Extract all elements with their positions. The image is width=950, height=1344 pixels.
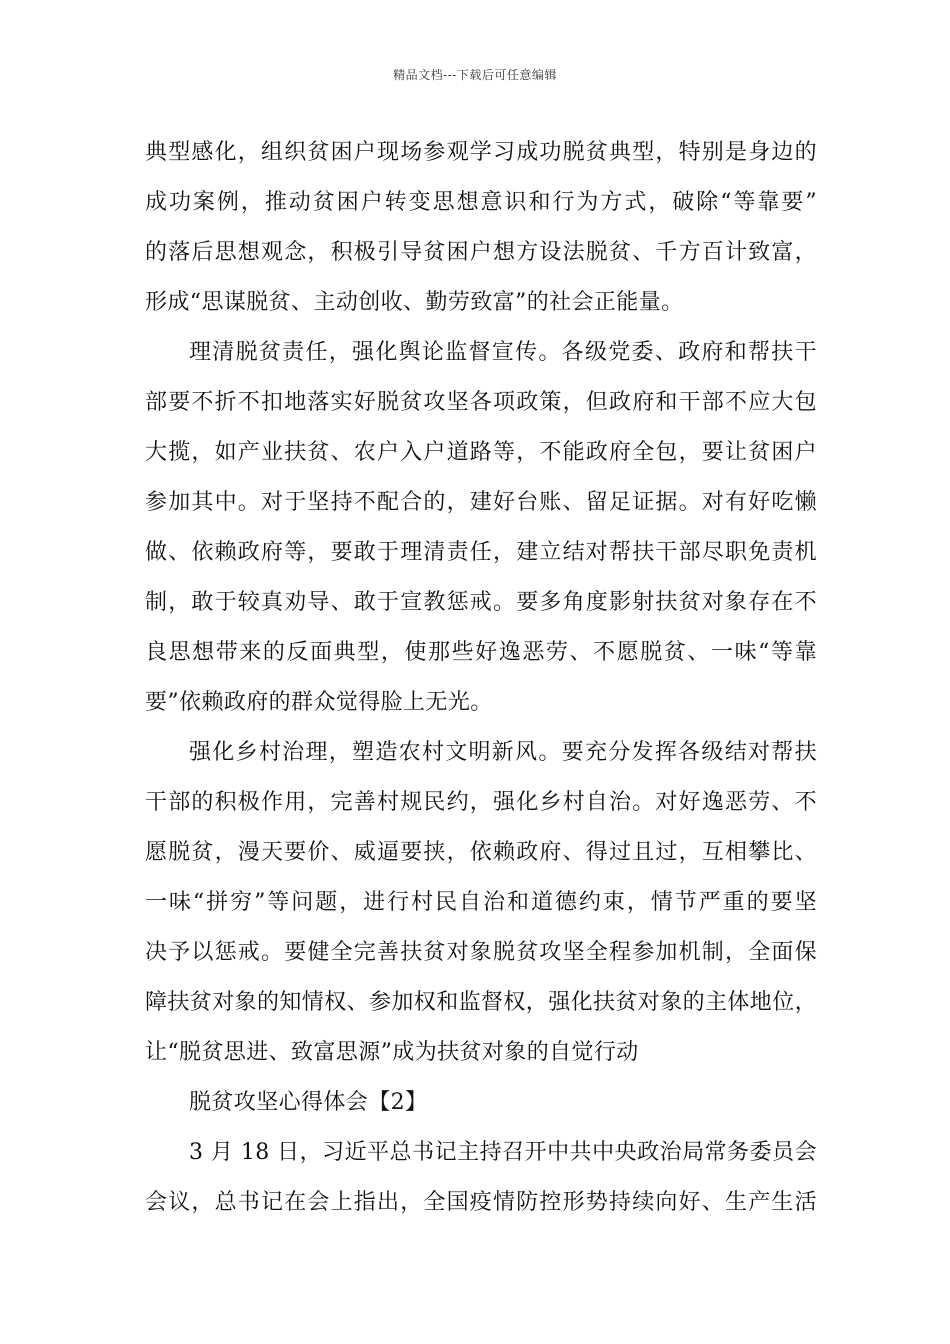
text-line: 干部的积极作用，完善村规民约，强化乡村自治。对好逸恶劳、不 [145,790,817,815]
paragraph-start-line: 强化乡村治理，塑造农村文明新风。要充分发挥各级结对帮扶 [189,740,817,765]
page-header: 精品文档---下载后可任意编辑 [393,68,557,82]
paragraph-start-line: 3 月 18 日，习近平总书记主持召开中共中央政治局常务委员会 [189,1140,817,1165]
text-line: 会议，总书记在会上指出，全国疫情防控形势持续向好、生产生活 [145,1190,817,1215]
text-line: 大揽，如产业扶贫、农户入户道路等，不能政府全包，要让贫困户 [145,440,817,465]
text-line: 愿脱贫，漫天要价、威逼要挟，依赖政府、得过且过，互相攀比、 [145,840,817,865]
text-line: 做、依赖政府等，要敢于理清责任，建立结对帮扶干部尽职免责机 [145,540,817,565]
text-line: 一味“拼穷”等问题，进行村民自治和道德约束，情节严重的要坚 [145,890,817,915]
text-line: 良思想带来的反面典型，使那些好逸恶劳、不愿脱贫、一味“等靠 [145,640,817,665]
document-body [145,128,817,1228]
text-line: 形成“思谋脱贫、主动创收、勤劳致富”的社会正能量。 [145,290,684,315]
text-line: 的落后思想观念，积极引导贫困户想方设法脱贫、千方百计致富， [145,240,817,265]
text-line: 部要不折不扣地落实好脱贫攻坚各项政策，但政府和干部不应大包 [145,390,817,415]
text-line: 典型感化，组织贫困户现场参观学习成功脱贫典型，特别是身边的 [145,140,817,165]
text-line: 要”依赖政府的群众觉得脸上无光。 [145,690,493,715]
paragraph-start-line: 理清脱贫责任，强化舆论监督宣传。各级党委、政府和帮扶干 [189,340,817,365]
text-line: 制，敢于较真劝导、敢于宣教惩戒。要多角度影射扶贫对象存在不 [145,590,817,615]
text-line: 成功案例，推动贫困户转变思想意识和行为方式，破除“等靠要” [145,190,817,215]
section-title: 脱贫攻坚心得体会【2】 [189,1090,428,1115]
text-line: 参加其中。对于坚持不配合的，建好台账、留足证据。对有好吃懒 [145,490,817,515]
text-line: 障扶贫对象的知情权、参加权和监督权，强化扶贫对象的主体地位， [145,990,818,1015]
text-line: 让“脱贫思进、致富思源”成为扶贫对象的自觉行动 [145,1040,639,1065]
text-line: 决予以惩戒。要健全完善扶贫对象脱贫攻坚全程参加机制，全面保 [145,940,817,965]
